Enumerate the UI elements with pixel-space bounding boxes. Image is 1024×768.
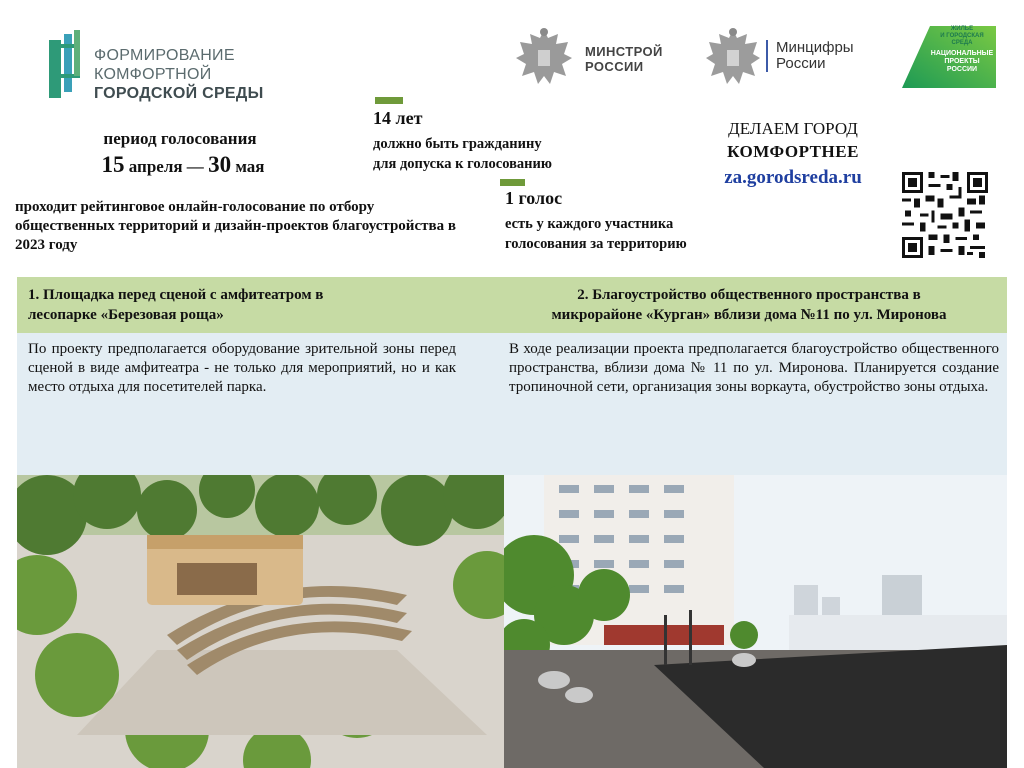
date-end-day: 30 <box>208 152 232 177</box>
age-line-2: для допуска к голосованию <box>373 156 552 172</box>
minstroy-line-2: РОССИИ <box>585 59 644 74</box>
slogan-line-2: КОМФОРТНЕЕ <box>727 142 859 161</box>
project-1-title-line-2: лесопарке «Березовая роща» <box>28 307 224 323</box>
mincifry-divider <box>766 40 768 72</box>
slogan-line-1: ДЕЛАЕМ ГОРОД <box>728 119 858 138</box>
vote-description <box>505 214 687 254</box>
russian-eagle-emblem-icon <box>514 24 574 90</box>
national-projects-text <box>930 26 994 74</box>
mincifry-text <box>776 40 854 72</box>
project-1-title-line-1: 1. Площадка перед сценой с амфитеатром в <box>28 287 324 303</box>
np-line-5: РОССИИ <box>946 66 978 73</box>
fks-logo-text <box>94 46 264 103</box>
age-value: 14 лет <box>373 108 423 128</box>
date-start-day: 15 <box>101 152 125 177</box>
voting-period-label: период голосования <box>103 129 257 148</box>
qr-code-icon[interactable] <box>902 172 988 258</box>
vote-line-2: голосования за территорию <box>505 236 687 252</box>
vote-line-1: есть у каждого участника <box>505 216 674 232</box>
project-2-render-image <box>504 475 1007 768</box>
age-accent-bar <box>375 97 403 104</box>
date-end-month: мая <box>231 157 265 176</box>
project-1-description: По проекту предполагается оборудование зрительной зоны перед сценой в виде амфитеатра - не только для мероприятий, но и как место отдыха для посетителей парка. <box>28 341 456 395</box>
age-description <box>373 134 552 174</box>
np-line-2: И ГОРОДСКАЯ СРЕДА <box>940 33 984 46</box>
voting-period-dates <box>58 152 308 178</box>
minstroy-line-1: МИНСТРОЙ <box>585 44 663 59</box>
project-2-title <box>499 285 999 325</box>
fks-line-1: ФОРМИРОВАНИЕ <box>94 47 235 64</box>
voting-site-link[interactable]: za.gorodsreda.ru <box>724 167 862 188</box>
minstroy-text <box>585 44 663 74</box>
np-line-1: ЖИЛЬЕ <box>950 26 974 32</box>
fks-line-3: ГОРОДСКОЙ СРЕДЫ <box>94 85 264 102</box>
project-2-title-line-2: микрорайоне «Курган» вблизи дома №11 по ул. Миронова <box>551 307 947 323</box>
project-1-title <box>28 285 448 325</box>
voting-description: проходит рейтинговое онлайн-голосование по отбору общественных территорий и дизайн-проектов благоустройства в 2023 году <box>15 199 456 253</box>
mincifry-line-2: России <box>776 55 826 72</box>
fks-line-2: КОМФОРТНОЙ <box>94 66 212 83</box>
vote-value: 1 голос <box>505 188 563 208</box>
project-2-title-line-1: 2. Благоустройство общественного пространства в <box>577 287 921 303</box>
np-line-3: НАЦИОНАЛЬНЫЕ <box>930 50 994 57</box>
mincifry-line-1: Минцифры <box>776 39 854 56</box>
np-line-4: ПРОЕКТЫ <box>944 58 980 65</box>
date-start-month: апреля — <box>124 157 209 176</box>
russian-eagle-emblem-icon <box>705 24 761 90</box>
project-2-description: В ходе реализации проекта предполагается благоустройство общественного пространства, вблизи дома № 11 по ул. Миронова. Планируется создание тропиночной сети, организация зоны воркаута, обустройство зоны отдыха. <box>509 341 999 395</box>
vote-accent-bar <box>500 179 525 186</box>
project-1-render-image <box>17 475 504 768</box>
age-line-1: должно быть гражданину <box>373 136 542 152</box>
